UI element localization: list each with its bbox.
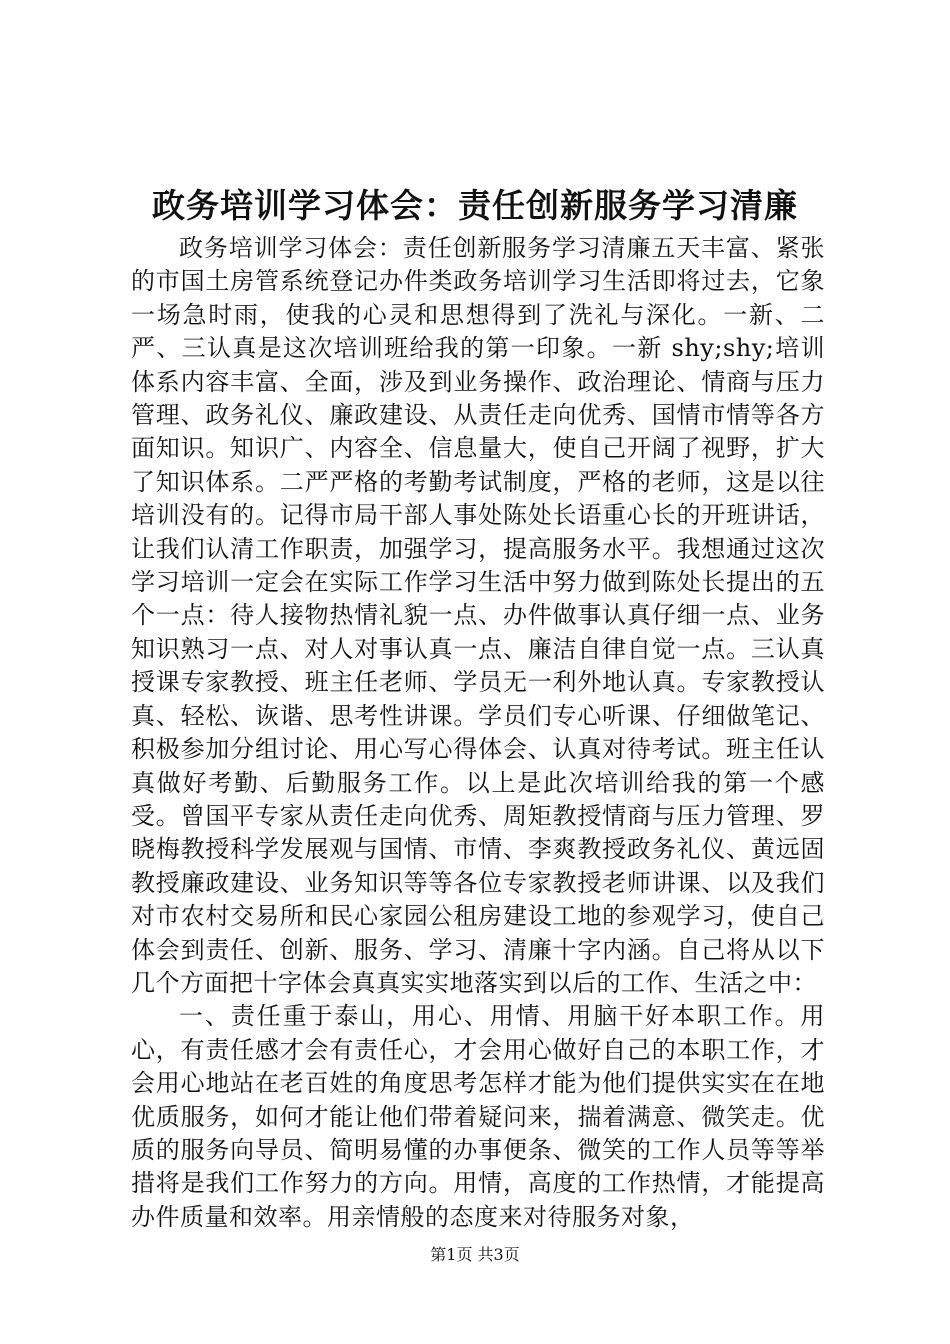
document-body xyxy=(131,232,825,1234)
page-footer: 第1页 共3页 xyxy=(430,1245,520,1264)
document-title: 政务培训学习体会：责任创新服务学习清廉 xyxy=(152,186,798,225)
paragraph-1: 政务培训学习体会：责任创新服务学习清廉五天丰富、紧张的市国土房管系统登记办件类政务培训学习生活即将过去，它象一场急时雨，使我的心灵和思想得到了洗礼与深化。一新、二严、三认真是这次培训班给我的第一印象。一新 shy;shy;培训体系内容丰富、全面，涉及到业务操作、政治理论、情商与压力管理、政务礼仪、廉政建设、从责任走向优秀、国情市情等各方面知识。知识广、内容全、信息量大，使自己开阔了视野，扩大了知识体系。二严严格的考勤考试制度，严格的老师，这是以往培训没有的。记得市局干部人事处陈处长语重心长的开班讲话，让我们认清工作职责，加强学习，提高服务水平。我想通过这次学习培训一定会在实际工作学习生活中努力做到陈处长提出的五个一点：待人接物热情礼貌一点、办件做事认真仔细一点、业务知识熟习一点、对人对事认真一点、廉洁自律自觉一点。三认真授课专家教授、班主任老师、学员无一利外地认真。专家教授认真、轻松、诙谐、思考性讲课。学员们专心听课、仔细做笔记、积极参加分组讨论、用心写心得体会、认真对待考试。班主任认真做好考勤、后勤服务工作。以上是此次培训给我的第一个感受。曾国平专家从责任走向优秀、周矩教授情商与压力管理、罗晓梅教授科学发展观与国情、市情、李爽教授政务礼仪、黄远固教授廉政建设、业务知识等等各位专家教授老师讲课、以及我们对市农村交易所和民心家园公租房建设工地的参观学习，使自己体会到责任、创新、服务、学习、清廉十字内涵。自己将从以下几个方面把十字体会真真实实地落实到以后的工作、生活之中： xyxy=(131,234,825,997)
paragraph-2: 一、责任重于泰山，用心、用情、用脑干好本职工作。用心，有责任感才会有责任心，才会用心做好自己的本职工作，才会用心地站在老百姓的角度思考怎样才能为他们提供实实在在地优质服务，如何才能让他们带着疑问来，揣着满意、微笑走。优质的服务向导员、简明易懂的办事便条、微笑的工作人员等等举措将是我们工作努力的方向。用情，高度的工作热情，才能提高办件质量和效率。用亲情般的态度来对待服务对象， xyxy=(131,1002,825,1231)
